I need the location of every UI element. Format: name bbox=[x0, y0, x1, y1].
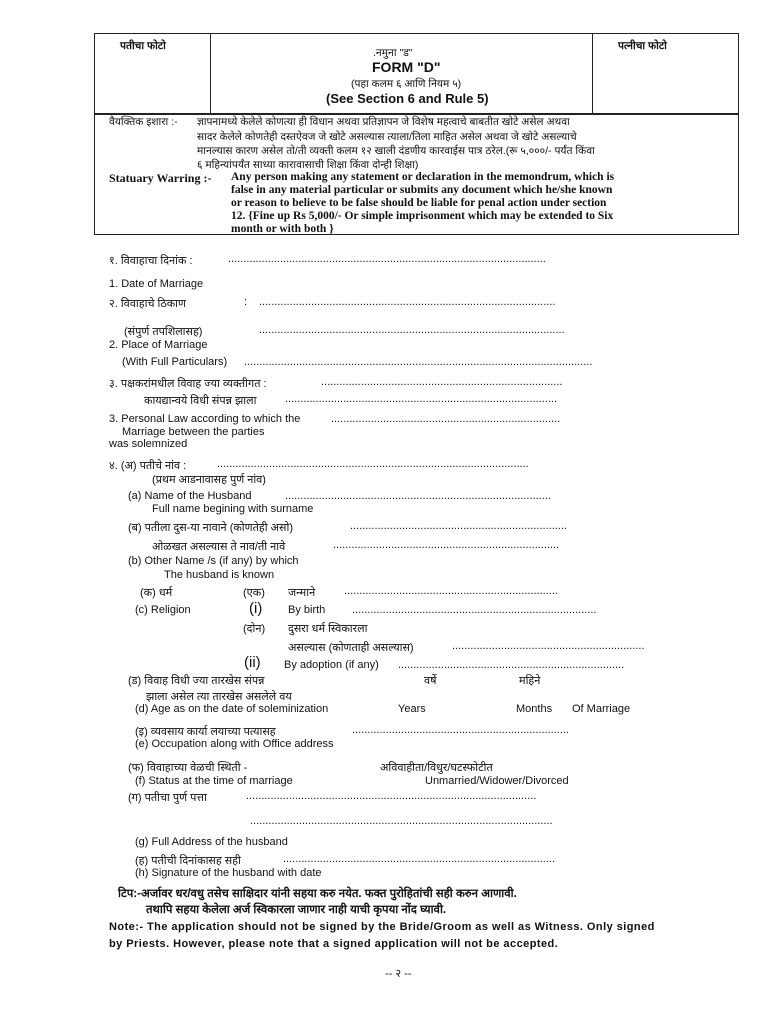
field4c-birth-mr: जन्माने bbox=[288, 587, 316, 599]
section-mr: (पहा कलम ६ आणि नियम ५) bbox=[351, 78, 462, 90]
note-en-line2: by Priests. However, please note that a signed application will not be accepted. bbox=[109, 938, 559, 950]
field4d-years-en: Years bbox=[398, 703, 426, 715]
warning-en-line5: month or with both } bbox=[231, 223, 334, 235]
field2-sub-mr: (संपुर्ण तपशिलासह) bbox=[124, 326, 203, 338]
field4d-label-en: (d) Age as on the date of soleminization bbox=[135, 703, 329, 715]
field4d-label-mr2: झाला असेल त्या तारखेस असलेले वय bbox=[146, 691, 292, 703]
field4b-label-en1: (b) Other Name /s (if any) by which bbox=[128, 555, 299, 567]
field4f-label-en: (f) Status at the time of marriage bbox=[135, 775, 293, 787]
field3-label-mr2: कायद्यान्वये विधी संपन्न झाला bbox=[144, 395, 257, 407]
page-number: -- २ -- bbox=[385, 968, 412, 980]
field1-label-mr: १. विवाहाचा दिनांक : bbox=[109, 255, 193, 267]
field3-dotted-line[interactable]: ............................................................................... bbox=[321, 376, 563, 388]
field4h-dotted-line[interactable]: ......................................................................................... bbox=[283, 853, 555, 865]
field4g-label-mr: (ग) पतीचा पुर्ण पत्ता bbox=[128, 792, 207, 804]
field4e-dotted-line[interactable]: ....................................................................... bbox=[352, 724, 569, 736]
warning-en-label: Statuary Warring :- bbox=[109, 171, 212, 185]
warning-en-line2: false in any material particular or submits any document which he/she known bbox=[231, 184, 613, 196]
section-en: (See Section 6 and Rule 5) bbox=[326, 91, 489, 106]
field4e-label-mr: (इ) व्यवसाय कार्या लयाच्या पत्यासह bbox=[135, 726, 276, 738]
field4h-label-en: (h) Signature of the husband with date bbox=[135, 867, 322, 879]
field4c-if-mr: असल्यास (कोणताही असल्यास) bbox=[288, 642, 414, 654]
field4d-years-mr: वर्षे bbox=[424, 675, 437, 687]
field3-label-en3: was solemnized bbox=[109, 438, 188, 450]
field4g-dotted-line-2[interactable]: ................................................................................................... bbox=[250, 815, 553, 827]
field4c-by-birth: By birth bbox=[288, 604, 326, 616]
field4c-dotted-line-2[interactable]: ................................................................................ bbox=[352, 604, 597, 616]
field4c-dotted-line-3[interactable]: ............................................................... bbox=[452, 640, 645, 652]
warning-mr-label: वैयक्तिक इशारा :- bbox=[109, 116, 178, 128]
wife-photo-label: पत्नीचा फोटो bbox=[618, 40, 667, 52]
field4-dotted-line[interactable]: ...................................................................................................... bbox=[217, 458, 529, 470]
warning-mr-line3: मानल्यास कारण असेल तो/ती व्यक्ती कलम १२ खाली दंडणीय कारवाईस पात्र ठरेल.(रू ५,०००/- पर्यंत किंवा bbox=[197, 145, 595, 157]
field3-label-en1: 3. Personal Law according to which the bbox=[109, 413, 301, 425]
field4c-ii: (ii) bbox=[244, 654, 261, 671]
field4h-label-mr: (ह) पतीची दिनांकासह सही bbox=[135, 855, 241, 867]
field4c-label-en: (c) Religion bbox=[135, 604, 191, 616]
field4c-one-mr: (एक) bbox=[243, 587, 265, 599]
field4f-label-mr: (फ) विवाहाच्या वेळची स्थिती - bbox=[128, 762, 248, 774]
field2-label-en: 2. Place of Marriage bbox=[109, 339, 208, 351]
field4c-dotted-line[interactable]: ...................................................................... bbox=[344, 585, 558, 597]
field4g-dotted-line[interactable]: ............................................................................................... bbox=[246, 790, 537, 802]
field4b-dotted-line-2[interactable]: .......................................................................... bbox=[333, 539, 560, 551]
field4d-label-mr: (ड) विवाह विधी ज्या तारखेस संपन्न bbox=[128, 675, 265, 687]
field3-dotted-line-2[interactable]: ......................................................................................... bbox=[285, 393, 557, 405]
field4d-of-marriage: Of Marriage bbox=[572, 703, 631, 715]
field4c-adopt: By adoption (if any) bbox=[284, 659, 379, 671]
warning-en-line1: Any person making any statement or declaration in the memondrum, which is bbox=[231, 171, 615, 183]
form-title-mr: .नमुना "ड" bbox=[373, 47, 413, 59]
field2-dotted-line-2[interactable]: .................................................................................................... bbox=[259, 324, 565, 336]
note-en-line1: Note:- The application should not be signed by the Bride/Groom as well as Witness. Only signed bbox=[109, 921, 655, 933]
field4c-dotted-line-4[interactable]: .......................................................................... bbox=[398, 659, 625, 671]
field4a-dotted-line[interactable]: ....................................................................................... bbox=[285, 490, 551, 502]
field4f-options-mr: अविवाहीता/विधुर/घटस्फोटीत bbox=[380, 762, 493, 774]
field4c-i: (i) bbox=[249, 600, 263, 617]
field4b-label-mr2: ओळखत असल्यास ते नाव/ती नावे bbox=[152, 541, 286, 553]
field4f-options-en: Unmarried/Widower/Divorced bbox=[425, 775, 569, 787]
field4-label-mr: ४. (अ) पतीचे नांव : bbox=[109, 460, 187, 472]
warning-en-line3: or reason to believe to be false should be liable for penal action under section bbox=[231, 197, 607, 209]
warning-mr-line2: सादर केलेले कोणतेही दस्तऐवज जे खोटे असल्यास त्याला/तिला माहित असेल अथवा जे खोटे असल्याचे bbox=[197, 131, 577, 143]
warning-mr-line1: ज्ञापनामध्ये केलेले कोणत्या ही विधान अथवा प्रतिज्ञापन जे विशेष महत्वाचे बाबतीत खोटे असेल अथवा bbox=[197, 116, 570, 128]
warning-mr-line4: ६ महिन्यांपर्यंत साध्या कारावासाची शिक्षा किंवा दोन्ही शिक्षा) bbox=[197, 159, 419, 171]
field3-dotted-line-3[interactable]: ........................................................................... bbox=[331, 413, 561, 425]
field3-label-mr: ३. पक्षकरांमधील विवाह ज्या व्यक्तीगत : bbox=[109, 378, 267, 390]
field4c-two-mr: (दोन) bbox=[243, 623, 266, 635]
field4c-label-mr: (क) धर्म bbox=[140, 587, 173, 599]
field4g-label-en: (g) Full Address of the husband bbox=[135, 836, 288, 848]
warning-en-line4: 12. {Fine up Rs 5,000/- Or simple imprisonment which may be extended to Six bbox=[231, 210, 614, 222]
field4e-label-en: (e) Occupation along with Office address bbox=[135, 738, 334, 750]
field4c-other-mr: दुसरा धर्म स्विकारला bbox=[288, 623, 368, 635]
field2-label-mr: २. विवाहाचे ठिकाण bbox=[109, 298, 186, 310]
field3-label-en2: Marriage between the parties bbox=[122, 426, 265, 438]
field2-colon: : bbox=[244, 296, 248, 308]
field4-sub-mr: (प्रथम आडनावासह पुर्ण नांव) bbox=[152, 474, 266, 486]
husband-photo-label: पतीचा फोटो bbox=[120, 40, 166, 52]
note-mr-line1: टिप:-अर्जावर धर/वधु तसेच साक्षिदार यांनी सहया करु नयेत. फक्त पुरोहितांची सही करुन आणावी. bbox=[118, 888, 517, 900]
field4b-label-en2: The husband is known bbox=[164, 569, 275, 581]
field4d-months-en: Months bbox=[516, 703, 553, 715]
field1-label-en: 1. Date of Marriage bbox=[109, 278, 204, 290]
field4a-sub-en: Full name begining with surname bbox=[152, 503, 314, 515]
field4b-dotted-line[interactable]: ....................................................................... bbox=[350, 520, 567, 532]
note-mr-line2: तथापि सहया केलेला अर्ज स्विकारला जाणार नाही याची कृपया नोंद घ्यावी. bbox=[146, 904, 447, 916]
field4d-months-mr: महिने bbox=[519, 675, 541, 687]
form-title-en: FORM "D" bbox=[372, 59, 441, 75]
field4b-label-mr: (ब) पतीला दुस-या नावाने (कोणतेही असो) bbox=[128, 522, 293, 534]
field4a-label-en: (a) Name of the Husband bbox=[128, 490, 252, 502]
field1-dotted-line[interactable]: ........................................................................................................ bbox=[228, 253, 546, 265]
field2-sub-en: (With Full Particulars) bbox=[122, 356, 228, 368]
field2-dotted-line[interactable]: ................................................................................................. bbox=[259, 296, 556, 308]
field2-dotted-line-3[interactable]: .................................................................................................................. bbox=[244, 356, 593, 368]
